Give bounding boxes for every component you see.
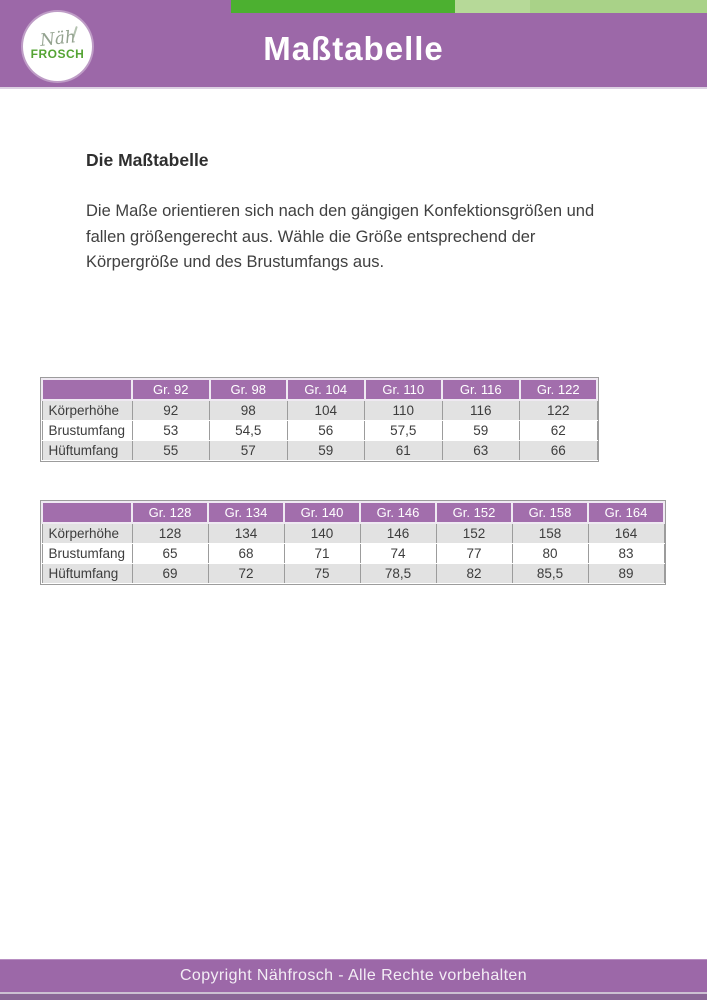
measurement-cell: 54,5 [210, 420, 288, 440]
size-column-header: Gr. 122 [520, 379, 598, 400]
measurement-cell: 63 [442, 440, 520, 460]
row-label: Körperhöhe [42, 400, 132, 420]
measurement-cell: 57 [210, 440, 288, 460]
measurement-cell: 140 [284, 523, 360, 543]
measurement-cell: 98 [210, 400, 288, 420]
corner-cell [42, 502, 132, 523]
measurement-cell: 62 [520, 420, 598, 440]
measurement-cell: 78,5 [360, 563, 436, 583]
size-column-header: Gr. 128 [132, 502, 208, 523]
measurement-cell: 92 [132, 400, 210, 420]
measurement-cell: 53 [132, 420, 210, 440]
table-row [42, 400, 597, 420]
row-label: Hüftumfang [42, 440, 132, 460]
table-row [42, 440, 597, 460]
measurement-cell: 158 [512, 523, 588, 543]
footer-bottom-strip [0, 994, 707, 1000]
row-label: Hüftumfang [42, 563, 132, 583]
measurement-cell: 80 [512, 543, 588, 563]
page-header [0, 0, 707, 89]
measurement-cell: 72 [208, 563, 284, 583]
size-table-128-164-wrapper [40, 500, 666, 585]
measurement-cell: 164 [588, 523, 664, 543]
logo-script-text: Näh [38, 27, 77, 51]
copyright-text: Copyright Nähfrosch - Alle Rechte vorbehalten [179, 967, 528, 984]
top-bar-green-light-2 [530, 0, 707, 13]
table-row [42, 543, 664, 563]
measurement-cell: 59 [287, 440, 365, 460]
size-column-header: Gr. 164 [588, 502, 664, 523]
size-column-header: Gr. 146 [360, 502, 436, 523]
measurement-cell: 89 [588, 563, 664, 583]
measurement-cell: 116 [442, 400, 520, 420]
size-column-header: Gr. 110 [365, 379, 443, 400]
section-heading: Die Maßtabelle [86, 150, 209, 170]
measurement-cell: 83 [588, 543, 664, 563]
measurement-cell: 61 [365, 440, 443, 460]
top-bar-green-light-1 [455, 0, 530, 13]
measurement-cell: 59 [442, 420, 520, 440]
table-row [42, 420, 597, 440]
measurement-cell: 65 [132, 543, 208, 563]
table-header-row [42, 379, 597, 400]
measurement-cell: 74 [360, 543, 436, 563]
table-header-row [42, 502, 664, 523]
measurement-cell: 128 [132, 523, 208, 543]
top-bar-green-dark [231, 0, 455, 13]
content-area [86, 150, 611, 276]
size-column-header: Gr. 134 [208, 502, 284, 523]
page-title: Maßtabelle [263, 30, 444, 67]
measurement-cell: 66 [520, 440, 598, 460]
measurement-cell: 75 [284, 563, 360, 583]
measurement-cell: 110 [365, 400, 443, 420]
size-column-header: Gr. 158 [512, 502, 588, 523]
measurement-cell: 134 [208, 523, 284, 543]
measurement-cell: 152 [436, 523, 512, 543]
measurement-cell: 68 [208, 543, 284, 563]
intro-paragraph: Die Maße orientieren sich nach den gängigen Konfektionsgrößen und fallen größengerecht aus. Wähle die Größe entsprechend der Körpergröße und des Brustumfangs aus. [86, 202, 595, 271]
size-column-header: Gr. 98 [210, 379, 288, 400]
size-column-header: Gr. 92 [132, 379, 210, 400]
measurement-cell: 77 [436, 543, 512, 563]
corner-cell [42, 379, 132, 400]
measurement-cell: 146 [360, 523, 436, 543]
footer-bar [0, 959, 707, 992]
row-label: Körperhöhe [42, 523, 132, 543]
measurement-cell: 69 [132, 563, 208, 583]
measurement-cell: 122 [520, 400, 598, 420]
size-table-92-122 [41, 378, 598, 461]
measurement-cell: 104 [287, 400, 365, 420]
measurement-cell: 57,5 [365, 420, 443, 440]
table-row [42, 523, 664, 543]
measurement-cell: 55 [132, 440, 210, 460]
size-column-header: Gr. 152 [436, 502, 512, 523]
measurement-cell: 56 [287, 420, 365, 440]
size-column-header: Gr. 140 [284, 502, 360, 523]
size-table-92-122-wrapper [40, 377, 599, 462]
measurement-cell: 71 [284, 543, 360, 563]
measurement-cell: 85,5 [512, 563, 588, 583]
row-label: Brustumfang [42, 543, 132, 563]
size-column-header: Gr. 104 [287, 379, 365, 400]
measurement-cell: 82 [436, 563, 512, 583]
size-column-header: Gr. 116 [442, 379, 520, 400]
size-table-128-164 [41, 501, 665, 584]
row-label: Brustumfang [42, 420, 132, 440]
logo-word-text: FROSCH [30, 47, 85, 61]
table-row [42, 563, 664, 583]
